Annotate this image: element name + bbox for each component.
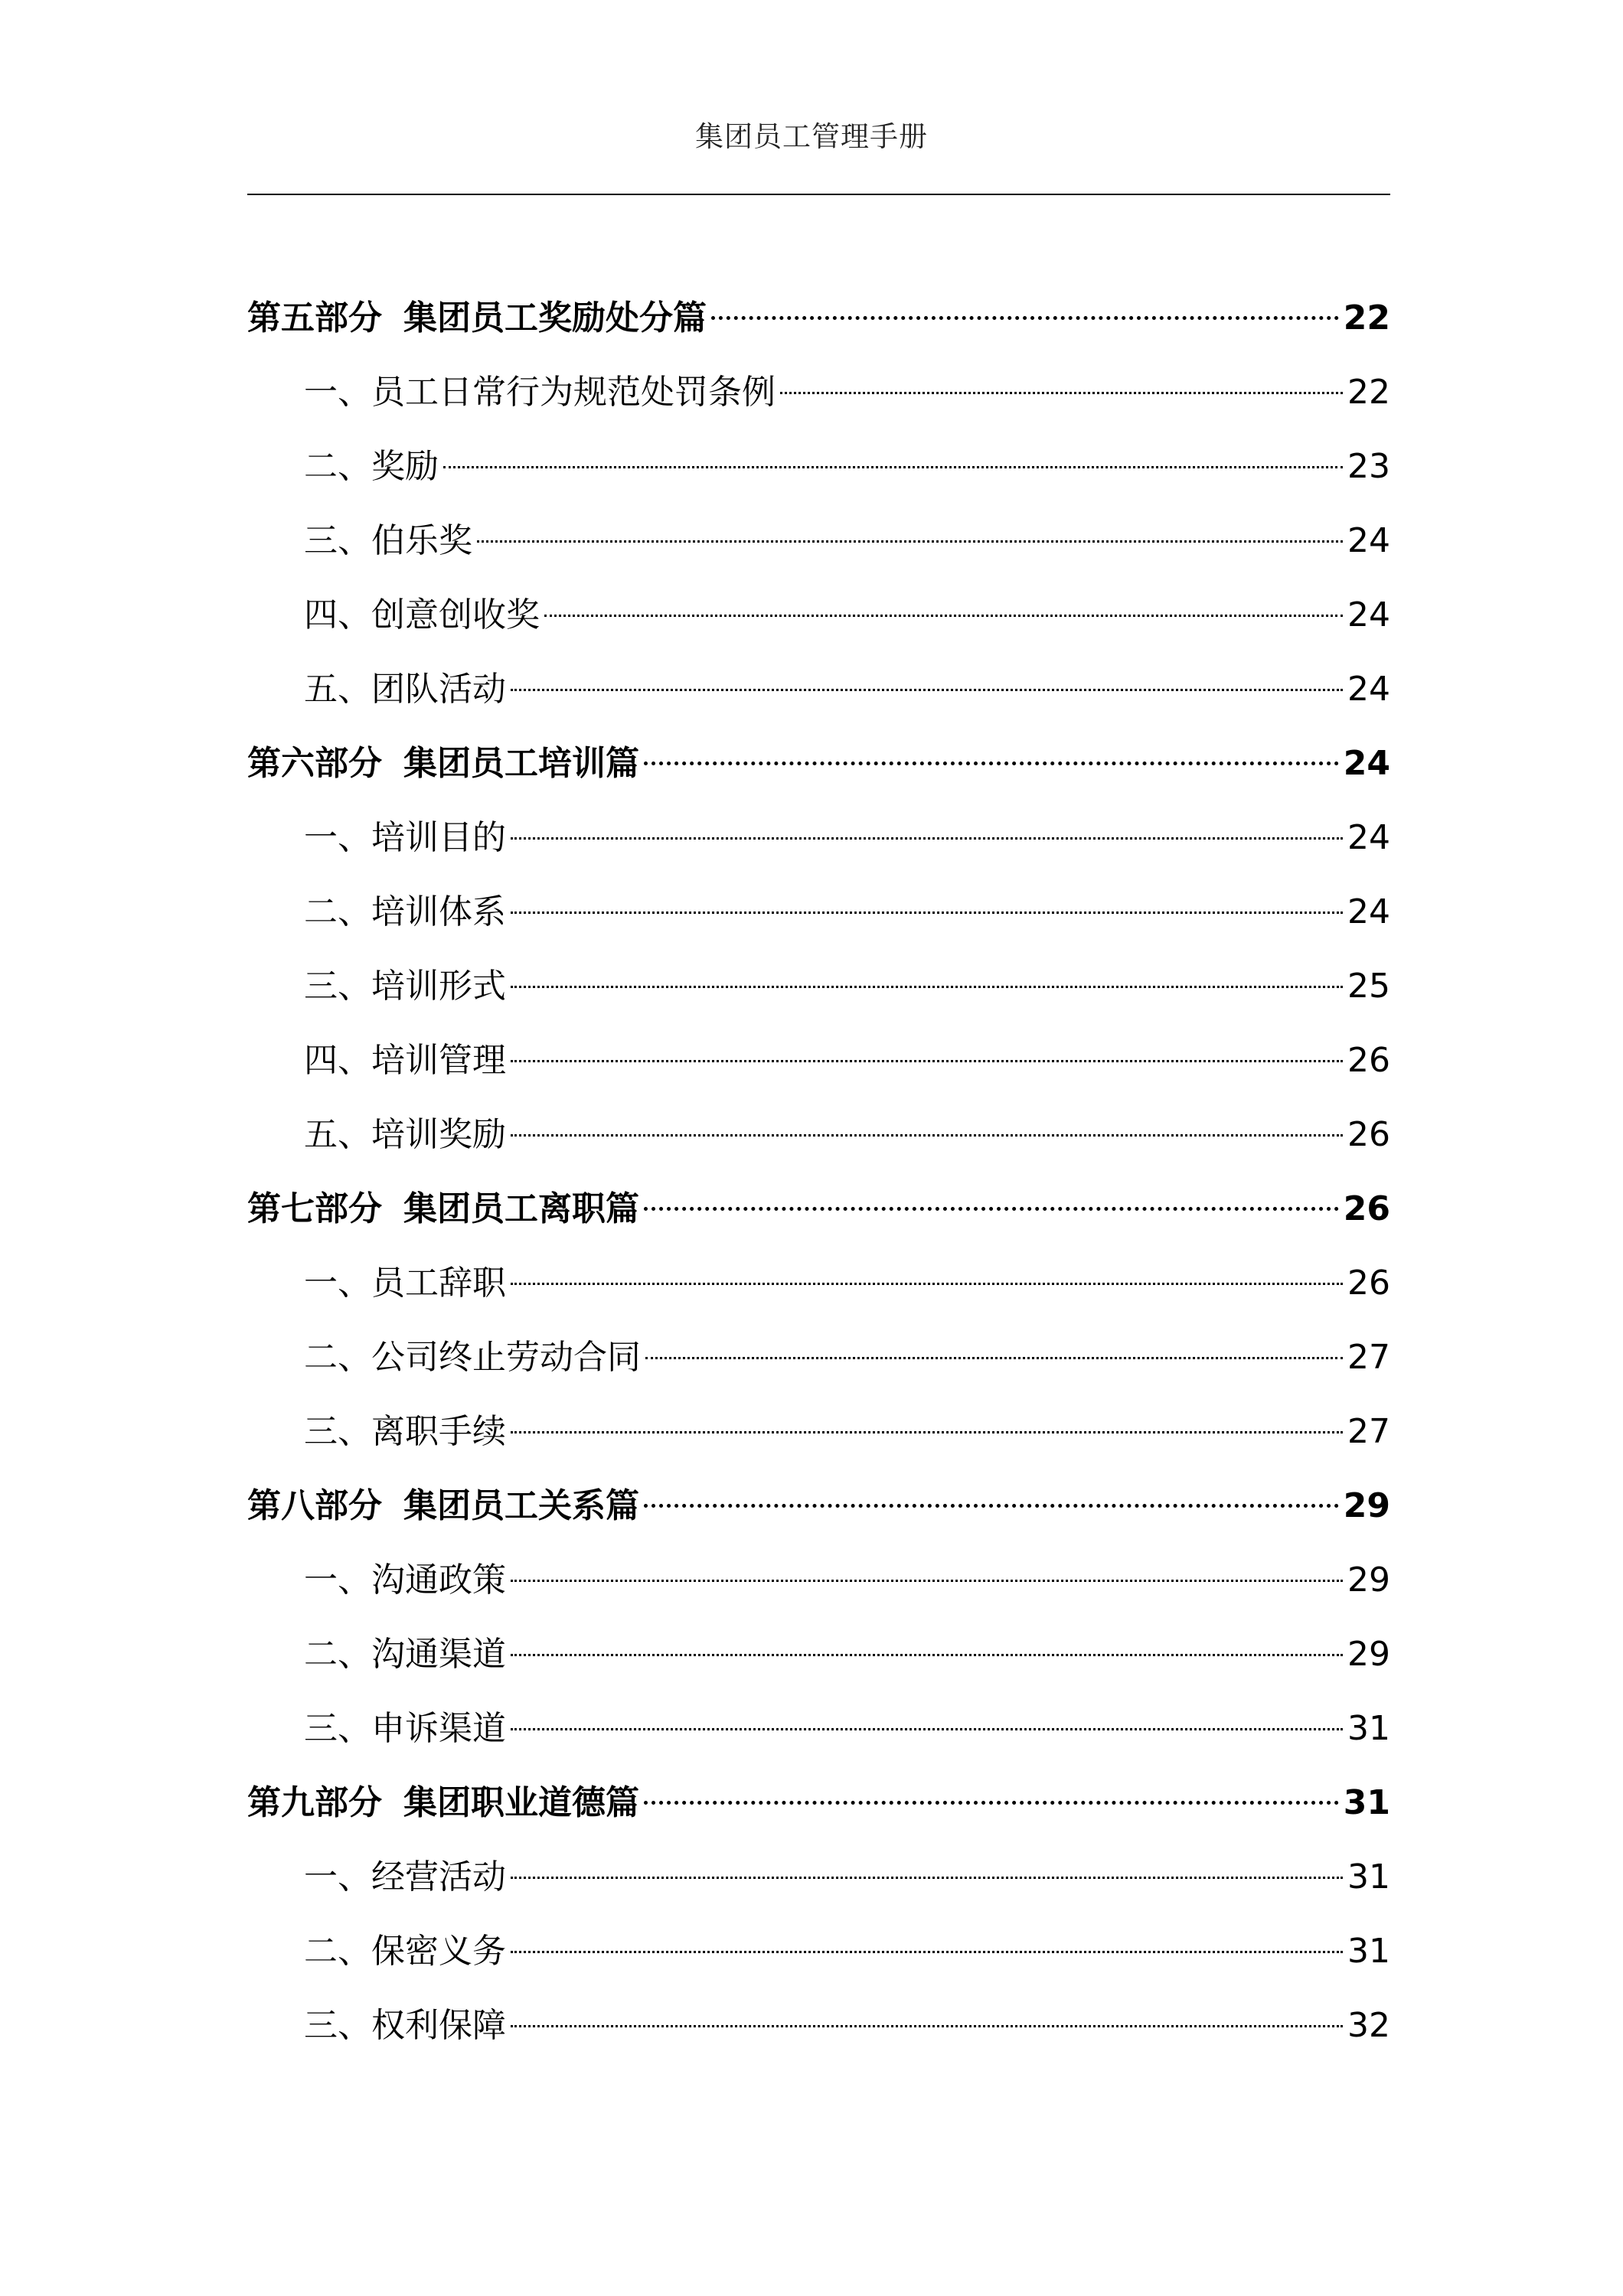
toc-dot-leader: [644, 1801, 1339, 1805]
toc-page-number: 29: [1347, 1561, 1390, 1600]
toc-dot-leader: [477, 540, 1343, 543]
toc-dot-leader: [511, 1431, 1343, 1433]
toc-page-number: 24: [1347, 521, 1390, 560]
toc-page-number: 29: [1343, 1486, 1390, 1525]
toc-part-label: 第七部分: [247, 1189, 382, 1228]
toc-item-entry[interactable]: [247, 578, 1390, 652]
toc-entry-title: [247, 281, 707, 355]
header-divider: [247, 194, 1390, 195]
toc-item-entry[interactable]: [247, 949, 1390, 1023]
toc-page-number: 31: [1347, 1709, 1390, 1748]
toc-dot-leader: [511, 1951, 1343, 1953]
toc-page-number: 24: [1347, 670, 1390, 709]
toc-item-entry[interactable]: [247, 1988, 1390, 2063]
toc-entry-title: 二、沟通渠道: [304, 1635, 506, 1674]
toc-dot-leader: [443, 466, 1343, 468]
toc-dot-leader: [780, 392, 1343, 394]
toc-dot-leader: [644, 1504, 1339, 1508]
toc-entry-title: 三、培训形式: [304, 967, 506, 1006]
toc-section-entry[interactable]: [247, 1172, 1390, 1246]
toc-entry-title: 二、公司终止劳动合同: [304, 1338, 641, 1377]
toc-section-title: 集团员工关系篇: [403, 1486, 639, 1525]
toc-page-number: 22: [1343, 298, 1390, 338]
toc-item-entry[interactable]: [247, 1320, 1390, 1394]
toc-page-number: 26: [1347, 1115, 1390, 1154]
toc-page-number: 27: [1347, 1338, 1390, 1377]
toc-entry-title: 一、员工日常行为规范处罚条例: [304, 373, 776, 412]
toc-page-number: 32: [1347, 2006, 1390, 2045]
toc-page-number: 24: [1343, 744, 1390, 783]
toc-entry-title: 五、培训奖励: [304, 1115, 506, 1154]
toc-page-number: 26: [1347, 1264, 1390, 1303]
toc-dot-leader: [511, 1580, 1343, 1582]
toc-section-entry[interactable]: [247, 281, 1390, 355]
toc-page-number: 31: [1347, 1857, 1390, 1896]
toc-item-entry[interactable]: [247, 1543, 1390, 1617]
toc-entry-title: 五、团队活动: [304, 670, 506, 709]
toc-dot-leader: [511, 1060, 1343, 1062]
toc-item-entry[interactable]: [247, 1097, 1390, 1172]
toc-page-number: 23: [1347, 447, 1390, 486]
toc-section-title: 集团员工培训篇: [403, 744, 639, 783]
toc-entry-title: 四、培训管理: [304, 1041, 506, 1080]
toc-dot-leader: [644, 1207, 1339, 1211]
toc-item-entry[interactable]: [247, 801, 1390, 875]
toc-item-entry[interactable]: [247, 1617, 1390, 1691]
toc-page-number: 26: [1347, 1041, 1390, 1080]
toc-item-entry[interactable]: [247, 1691, 1390, 1766]
toc-dot-leader: [511, 1877, 1343, 1879]
toc-entry-title: [247, 1172, 639, 1246]
toc-page-number: 24: [1347, 595, 1390, 634]
toc-dot-leader: [644, 762, 1339, 765]
toc-page-number: 26: [1343, 1189, 1390, 1228]
toc-item-entry[interactable]: [247, 1914, 1390, 1988]
toc-page-number: 24: [1347, 818, 1390, 857]
toc-dot-leader: [645, 1357, 1343, 1359]
toc-entry-title: 三、离职手续: [304, 1412, 506, 1451]
toc-entry-title: [247, 726, 639, 801]
toc-entry-title: [247, 1469, 639, 1543]
toc-item-entry[interactable]: [247, 355, 1390, 429]
toc-part-label: 第九部分: [247, 1783, 382, 1822]
toc-dot-leader: [544, 615, 1343, 617]
toc-page-number: 24: [1347, 892, 1390, 931]
toc-item-entry[interactable]: [247, 1840, 1390, 1914]
toc-dot-leader: [511, 912, 1343, 914]
toc-page-number: 29: [1347, 1635, 1390, 1674]
toc-part-label: 第六部分: [247, 744, 382, 783]
toc-section-entry[interactable]: [247, 1766, 1390, 1840]
toc-entry-title: 一、沟通政策: [304, 1561, 506, 1600]
toc-dot-leader: [511, 1134, 1343, 1137]
toc-entry-title: 一、经营活动: [304, 1857, 506, 1896]
toc-section-entry[interactable]: [247, 726, 1390, 801]
toc-page-number: 31: [1343, 1783, 1390, 1822]
toc-page-number: 27: [1347, 1412, 1390, 1451]
toc-entry-title: 三、权利保障: [304, 2006, 506, 2045]
toc-item-entry[interactable]: [247, 652, 1390, 726]
toc-entry-title: 二、奖励: [304, 447, 439, 486]
toc-section-title: 集团职业道德篇: [403, 1783, 639, 1822]
toc-entry-title: 二、培训体系: [304, 892, 506, 931]
toc-dot-leader: [511, 1283, 1343, 1285]
toc-item-entry[interactable]: [247, 1394, 1390, 1469]
toc-section-entry[interactable]: [247, 1469, 1390, 1543]
toc-dot-leader: [511, 837, 1343, 840]
toc-part-label: 第八部分: [247, 1486, 382, 1525]
toc-page-number: 22: [1347, 373, 1390, 412]
toc-section-title: 集团员工离职篇: [403, 1189, 639, 1228]
toc-dot-leader: [511, 1728, 1343, 1730]
toc-dot-leader: [511, 1654, 1343, 1656]
toc-entry-title: 三、伯乐奖: [304, 521, 472, 560]
toc-page-number: 31: [1347, 1932, 1390, 1971]
toc-item-entry[interactable]: [247, 1023, 1390, 1097]
page-header-title: 集团员工管理手册: [695, 120, 928, 153]
toc-entry-title: [247, 1766, 639, 1840]
toc-dot-leader: [711, 316, 1339, 320]
toc-entry-title: 二、保密义务: [304, 1932, 506, 1971]
toc-dot-leader: [511, 2025, 1343, 2027]
toc-entry-title: 四、创意创收奖: [304, 595, 540, 634]
toc-entry-title: 一、培训目的: [304, 818, 506, 857]
toc-dot-leader: [511, 689, 1343, 691]
toc-section-title: 集团员工奖励处分篇: [403, 298, 707, 338]
toc-item-entry[interactable]: [247, 429, 1390, 504]
table-of-contents: [247, 281, 1390, 2063]
toc-item-entry[interactable]: [247, 1246, 1390, 1320]
toc-dot-leader: [511, 986, 1343, 988]
toc-item-entry[interactable]: [247, 504, 1390, 578]
toc-part-label: 第五部分: [247, 298, 382, 338]
toc-entry-title: 三、申诉渠道: [304, 1709, 506, 1748]
toc-page-number: 25: [1347, 967, 1390, 1006]
toc-entry-title: 一、员工辞职: [304, 1264, 506, 1303]
toc-item-entry[interactable]: [247, 875, 1390, 949]
